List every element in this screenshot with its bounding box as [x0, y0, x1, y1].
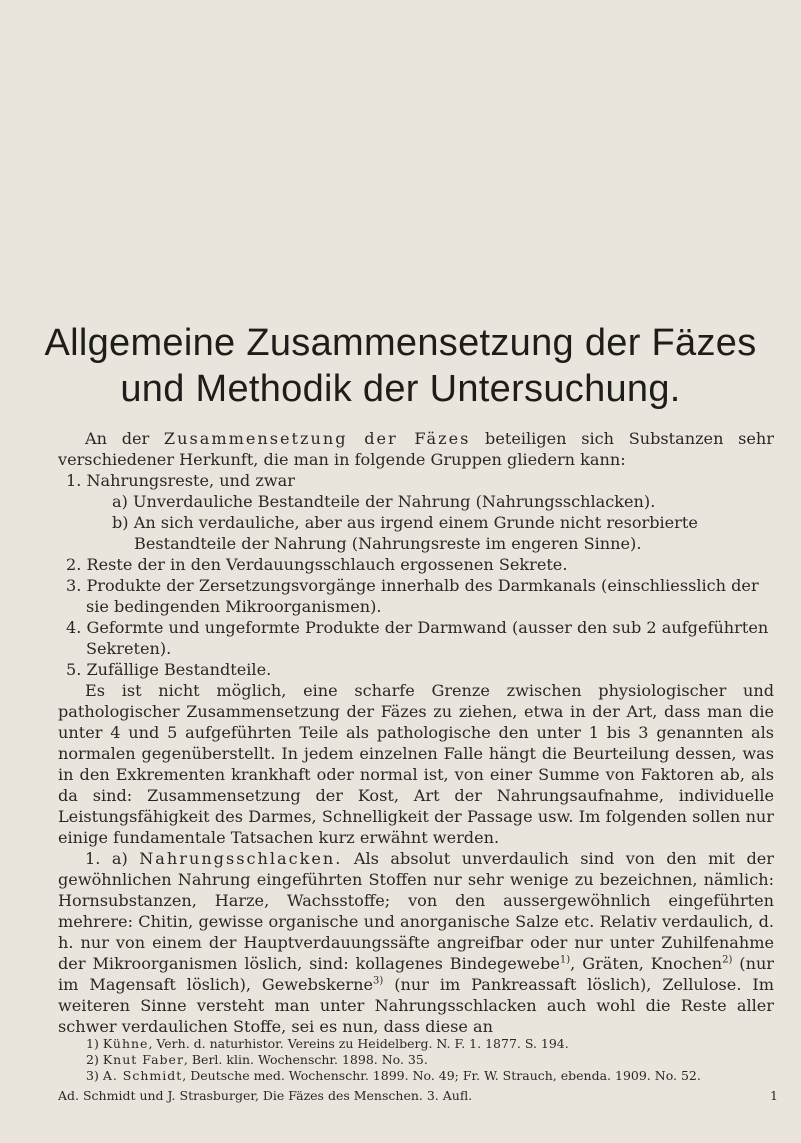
page-number: 1 — [770, 1088, 778, 1103]
footnote-ref: 1) — [559, 954, 571, 966]
footnote: 3) A. Schmidt, Deutsche med. Wochenschr. 1899. No. 49; Fr. W. Strauch, ebenda. 1909. No. 52. — [86, 1068, 701, 1083]
footnote-ref: 3) — [373, 975, 384, 987]
section-heading: Nahrungsschlacken. — [139, 849, 343, 868]
list-item: a) Unverdauliche Bestandteile der Nahrung (Nahrungsschlacken). — [112, 492, 656, 511]
page-title-line-2: und Methodik der Untersuchung. — [120, 368, 681, 410]
footnote: 1) Kühne, Verh. d. naturhistor. Vereins zu Heidelberg. N. F. 1. 1877. S. 194. — [86, 1036, 569, 1051]
list-item: 3. Produkte der Zersetzungsvorgänge innerhalb des Darmkanals (einschliesslich der sie bedingenden Mikroorganismen). — [66, 576, 759, 616]
intro-paragraph: An der Zusammensetzung der Fäzes beteiligen sich Substanzen sehr verschiedener Herkunft, die man in folgende Gruppen gliedern kann: — [58, 429, 774, 469]
footnote: 2) Knut Faber, Berl. klin. Wochenschr. 1898. No. 35. — [86, 1052, 428, 1067]
page-title-line-1: Allgemeine Zusammensetzung der Fäzes — [44, 322, 757, 364]
intro-term: Zusammensetzung der Fäzes — [163, 429, 471, 448]
paragraph-3: 1. a) Nahrungsschlacken. Als absolut unverdaulich sind von den mit der gewöhnlichen Nahrung eingeführten Stoffen nur sehr wenige zu bezeichnen, nämlich: Hornsubstanzen, Harze, Wachsstoffe; von den aussergewöhnlich eingeführten mehrere: Chitin, gewisse organische und anorganische Salze etc. Relativ verdaulich, d. h. nur von einem der Hauptverdauungssäfte angreifbar oder nur unter Zuhilfenahme der Mikroorganismen löslich, sind: kollagenes Bindegewebe$^{1)}$, Gräten, Knochen$^{2)}$ (nur im Magensaft löslich), Gewebskerne$^{3)}$ (nur im Pankreassaft löslich), Zellulose. Im weiteren Sinne versteht man unter Nahrungsschlacken auch wohl die Reste aller schwer verdaulichen Stoffe, sei es nun, dass diese an — [58, 849, 774, 1036]
list-item: b) An sich verdauliche, aber aus irgend einem Grunde nicht resorbierte Bestandteile der Nahrung (Nahrungsreste im engeren Sinne). — [112, 513, 698, 553]
footnotes — [58, 1036, 778, 1104]
body-text — [58, 428, 774, 1037]
list-item: 4. Geformte und ungeformte Produkte der Darmwand (ausser den sub 2 aufgeführten Sekreten). — [66, 618, 769, 658]
list-item: 5. Zufällige Bestandteile. — [66, 660, 272, 679]
paragraph-2: Es ist nicht möglich, eine scharfe Grenze zwischen physiologischer und pathologischer Zusammensetzung der Fäzes zu ziehen, etwa in der Art, dass man die unter 4 und 5 aufgeführten Teile als pathologische den unter 1 bis 3 genannten als normalen gegenüberstellt. In jedem einzelnen Falle hängt die Beurteilung dessen, was in den Exkrementen krankhaft oder normal ist, von einer Summe von Faktoren ab, als da sind: Zusammensetzung der Kost, Art der Nahrungsaufnahme, individuelle Leistungsfähigkeit des Darmes, Schnelligkeit der Passage usw. Im folgenden sollen nur einige fundamentale Tatsachen kurz erwähnt werden. — [58, 681, 774, 847]
footer-text: Ad. Schmidt und J. Strasburger, Die Fäzes des Menschen. 3. Aufl. — [58, 1088, 473, 1103]
page-footer — [58, 1088, 778, 1104]
list-item: 2. Reste der in den Verdauungsschlauch ergossenen Sekrete. — [66, 555, 568, 574]
footnote-ref: 2) — [722, 954, 733, 966]
list-item: 1. Nahrungsreste, und zwar — [66, 471, 295, 490]
